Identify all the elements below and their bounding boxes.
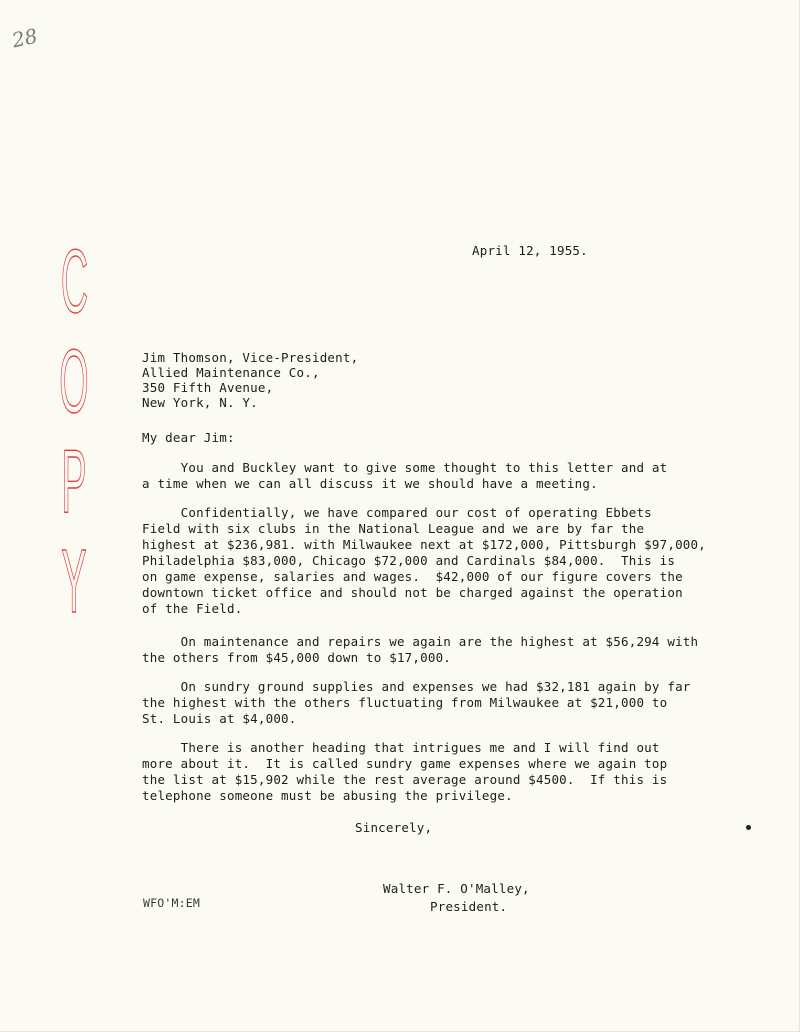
body-paragraph-1 <box>142 460 702 492</box>
paragraph-line: the highest with the others fluctuating from Milwaukee at $21,000 to <box>142 695 668 710</box>
signer-title: President. <box>430 899 508 914</box>
paragraph-line: downtown ticket office and should not be charged against the operation <box>142 585 683 600</box>
paragraph-line: You and Buckley want to give some thought to this letter and at <box>142 460 668 475</box>
typist-initials: WFO'M:EM <box>143 896 200 910</box>
address-line: 350 Fifth Avenue, <box>142 380 274 395</box>
copy-stamp-letter-o: O <box>59 332 89 432</box>
paragraph-line: a time when we can all discuss it we should have a meeting. <box>142 476 598 491</box>
copy-stamp-letter-p: P <box>61 432 87 532</box>
paragraph-line: Philadelphia $83,000, Chicago $72,000 and Cardinals $84,000. This is <box>142 553 676 568</box>
paragraph-line: highest at $236,981. with Milwaukee next at $172,000, Pittsburgh $97,000, <box>142 537 706 552</box>
body-paragraph-5 <box>142 740 702 804</box>
body-paragraph-2 <box>142 505 706 617</box>
paragraph-line: Confidentially, we have compared our cost of operating Ebbets <box>142 505 652 520</box>
copy-stamp <box>52 232 96 632</box>
paragraph-line: more about it. It is called sundry game expenses where we again top <box>142 756 668 771</box>
paragraph-line: There is another heading that intrigues me and I will find out <box>142 740 660 755</box>
paragraph-line: On maintenance and repairs we again are the highest at $56,294 with <box>142 634 699 649</box>
body-paragraph-4 <box>142 679 702 727</box>
body-paragraph-3 <box>142 634 702 666</box>
closing: Sincerely, <box>355 820 433 835</box>
paragraph-line: the list at $15,902 while the rest average around $4500. If this is <box>142 772 668 787</box>
salutation: My dear Jim: <box>142 430 235 445</box>
copy-stamp-letter-c: C <box>60 232 88 332</box>
paragraph-line: the others from $45,000 down to $17,000. <box>142 650 452 665</box>
paragraph-line: On sundry ground supplies and expenses we had $32,181 again by far <box>142 679 691 694</box>
margin-dot <box>746 825 751 830</box>
address-line: Allied Maintenance Co., <box>142 365 320 380</box>
address-line: Jim Thomson, Vice-President, <box>142 350 359 365</box>
signer-name: Walter F. O'Malley, <box>383 881 530 896</box>
paragraph-line: St. Louis at $4,000. <box>142 711 297 726</box>
address-line: New York, N. Y. <box>142 395 258 410</box>
copy-stamp-letter-y: Y <box>61 532 87 632</box>
paragraph-line: on game expense, salaries and wages. $42,000 of our figure covers the <box>142 569 683 584</box>
recipient-address <box>142 350 358 410</box>
letter-date: April 12, 1955. <box>472 243 588 258</box>
paragraph-line: telephone someone must be abusing the privilege. <box>142 788 513 803</box>
paragraph-line: Field with six clubs in the National League and we are by far the <box>142 521 645 536</box>
paragraph-line: of the Field. <box>142 601 243 616</box>
handwritten-page-note: 28 <box>9 23 40 53</box>
